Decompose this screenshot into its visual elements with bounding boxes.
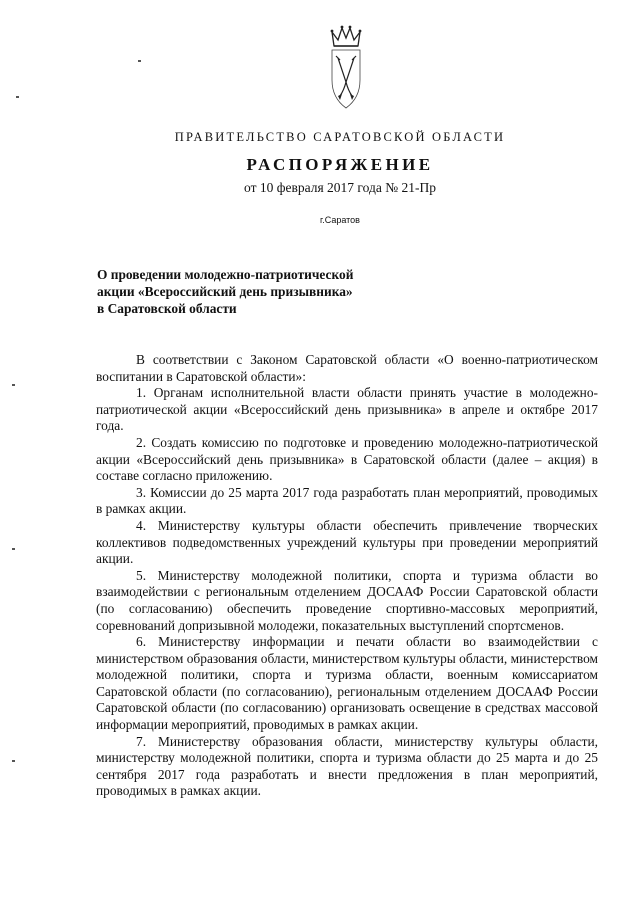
document-type: РАСПОРЯЖЕНИЕ xyxy=(246,155,434,174)
document-date-number: от 10 февраля 2017 года № 21-Пр xyxy=(244,180,436,195)
scan-speck xyxy=(138,60,141,62)
title-line: в Саратовской области xyxy=(97,301,237,316)
clause-3: 3. Комиссии до 25 марта 2017 года разработать план мероприятий, проводимых в рамках акции. xyxy=(96,484,598,517)
title-line: О проведении молодежно-патриотической xyxy=(97,267,354,282)
scan-speck xyxy=(12,384,15,386)
document-city: г.Саратов xyxy=(320,215,360,225)
title-line: акции «Всероссийский день призывника» xyxy=(97,284,353,299)
scan-speck xyxy=(12,760,15,762)
government-name: ПРАВИТЕЛЬСТВО САРАТОВСКОЙ ОБЛАСТИ xyxy=(174,130,506,144)
scan-speck xyxy=(12,548,15,550)
clause-5: 5. Министерству молодежной политики, спорта и туризма области во взаимодействии с региональным отделением ДОСААФ России Саратовской области (по согласованию) обеспечить проведение спортивно-массовых мероприятий, соревнований допризывной молодежи, показательных выступлений спортсменов. xyxy=(96,567,598,633)
document-body xyxy=(96,352,598,800)
clause-2: 2. Создать комиссию по подготовке и проведению молодежно-патриотической акции «Всероссийский день призывника» в Саратовской области (далее – акция) в составе согласно приложению. xyxy=(96,434,598,484)
clause-7: 7. Министерству образования области, министерству культуры области, министерству молодежной политики, спорта и туризма области до 25 марта и до 25 сентября 2017 года разработать и внести предложения в план мероприятий, проводимых в рамках акции. xyxy=(96,733,598,799)
coat-of-arms-icon xyxy=(324,20,368,120)
clause-4: 4. Министерству культуры области обеспечить привлечение творческих коллективов подведомственных учреждений культуры при проведении мероприятий акции. xyxy=(96,517,598,567)
clause-1: 1. Органам исполнительной власти области принять участие в молодежно-патриотической акции «Всероссийский день призывника» в апреле и октябре 2017 года. xyxy=(96,385,598,434)
clause-6: 6. Министерству информации и печати области во взаимодействии с министерством образования области, министерством культуры области, министерством молодежной политики, спорта и туризма области, военным комиссариатом Саратовской области (по согласованию), региональным отделением ДОСААФ России Саратовской области (по согласованию) организовать освещение в средствах массовой информации мероприятий, проводимых в рамках акции. xyxy=(96,634,598,733)
scan-speck xyxy=(16,96,19,98)
preamble-paragraph: В соответствии с Законом Саратовской области «О военно-патриотическом воспитании в Саратовской области»: xyxy=(96,352,598,384)
document-title xyxy=(97,266,427,317)
